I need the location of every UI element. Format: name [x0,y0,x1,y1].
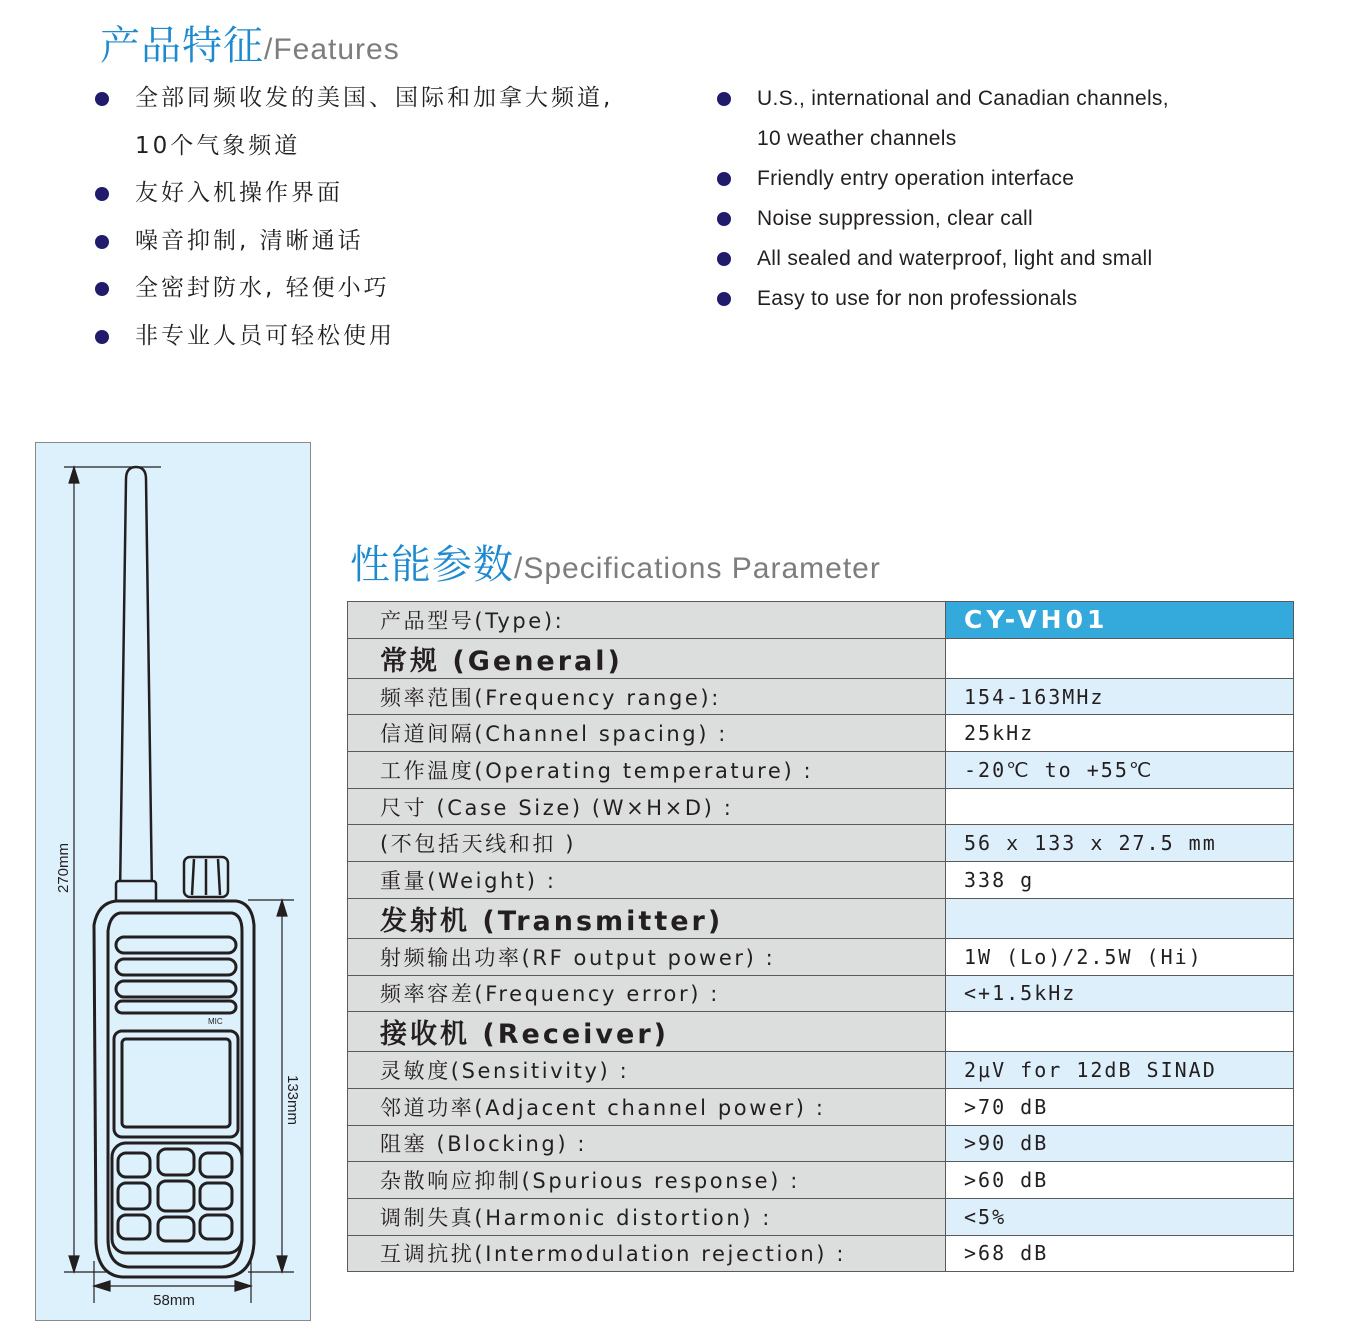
bullet-icon [717,92,731,106]
bullet-icon [95,330,109,344]
feature-en-item: All sealed and waterproof, light and small [717,239,1169,279]
feature-en-item: Noise suppression, clear call [717,199,1169,239]
display-screen [114,1031,238,1137]
specs-title-cn: 性能参数 [350,542,514,588]
feature-en-item: Easy to use for non professionals [717,279,1169,319]
table-row [348,1235,1294,1272]
spec-label: 频率范围(Frequency range): [348,678,946,715]
width-dimension-label: 58mm [153,1292,195,1309]
spec-label: 重量(Weight) : [348,862,946,899]
table-row [348,1198,1294,1235]
table-row [348,898,1294,938]
bullet-icon [717,252,731,266]
feature-en-item: U.S., international and Canadian channels, [717,79,1169,119]
specs-title-sep: / [514,552,524,585]
height-dimension-label: 270mm [55,842,72,894]
keypad [112,1143,242,1253]
spec-group-label: 接收机 (Receiver) [348,1012,946,1052]
spec-value: >68 dB [946,1235,1294,1272]
feature-cn-item: 噪音抑制, 清晰通话 [95,218,613,266]
table-row [348,602,1294,639]
feature-en-item: Friendly entry operation interface [717,159,1169,199]
spec-value: 154-163MHz [946,678,1294,715]
spec-value [946,1012,1294,1052]
bullet-icon [95,235,109,249]
features-title-en: Features [273,33,400,66]
spec-label: 射频输出功率(RF output power) : [348,938,946,975]
table-row [348,678,1294,715]
features-list-en [717,79,1169,319]
speaker-grill [116,937,236,1013]
table-row [348,825,1294,862]
feature-en-item-continuation: 10 weather channels [757,127,957,150]
feature-cn-item: 全密封防水, 轻便小巧 [95,265,613,313]
body-height-dimension-label: 133mm [284,1074,301,1126]
spec-value: -20℃ to +55℃ [946,752,1294,789]
spec-label: 工作温度(Operating temperature) : [348,752,946,789]
spec-value [946,788,1294,825]
table-row [348,862,1294,899]
features-list-cn [95,75,613,360]
radio-device-drawing [36,443,312,1322]
bullet-icon [717,292,731,306]
specs-title [350,533,881,590]
spec-value: >70 dB [946,1088,1294,1125]
table-row [348,638,1294,678]
spec-label: 灵敏度(Sensitivity) : [348,1052,946,1089]
bullet-icon [95,187,109,201]
specs-title-en: Specifications Parameter [523,552,881,585]
volume-knob [184,857,228,897]
table-row [348,975,1294,1012]
mic-label: MIC [208,1017,223,1026]
table-row [348,1012,1294,1052]
feature-cn-item: 非专业人员可轻松使用 [95,313,613,361]
antenna [116,467,156,903]
table-row [348,715,1294,752]
spec-value: <5% [946,1198,1294,1235]
spec-label: 杂散响应抑制(Spurious response) : [348,1162,946,1199]
spec-group-label: 发射机 (Transmitter) [348,898,946,938]
bullet-icon [717,212,731,226]
bullet-icon [95,282,109,296]
bullet-icon [95,92,109,106]
spec-label: 邻道功率(Adjacent channel power) : [348,1088,946,1125]
spec-label: 尺寸 (Case Size) (W×H×D) : [348,788,946,825]
spec-label: 产品型号(Type): [348,602,946,639]
spec-label: 信道间隔(Channel spacing) : [348,715,946,752]
spec-value: >60 dB [946,1162,1294,1199]
spec-value [946,898,1294,938]
spec-value [946,638,1294,678]
table-row [348,1052,1294,1089]
spec-group-label: 常规 (General) [348,638,946,678]
table-row [348,1088,1294,1125]
table-row [348,752,1294,789]
spec-value: 56 x 133 x 27.5 mm [946,825,1294,862]
spec-value: 1W (Lo)/2.5W (Hi) [946,938,1294,975]
device-dimension-figure [35,442,311,1321]
spec-label: 阻塞 (Blocking) : [348,1125,946,1162]
spec-label: 频率容差(Frequency error) : [348,975,946,1012]
feature-cn-item-continuation: 10个气象频道 [135,132,301,159]
features-title-sep: / [264,33,274,66]
spec-value: 25kHz [946,715,1294,752]
bullet-icon [717,172,731,186]
spec-label: 互调抗扰(Intermodulation rejection) : [348,1235,946,1272]
spec-value: 338 g [946,862,1294,899]
spec-label: (不包括天线和扣 ) [348,825,946,862]
spec-value: <+1.5kHz [946,975,1294,1012]
spec-label: 调制失真(Harmonic distortion) : [348,1198,946,1235]
table-row [348,1125,1294,1162]
table-row [348,938,1294,975]
spec-value: CY-VH01 [946,602,1294,639]
table-row [348,1162,1294,1199]
features-title [100,14,400,71]
features-title-cn: 产品特征 [100,23,264,69]
spec-value: >90 dB [946,1125,1294,1162]
table-row [348,788,1294,825]
specs-table [347,601,1294,1272]
feature-cn-item: 全部同频收发的美国、国际和加拿大频道, [95,75,613,123]
spec-value: 2μV for 12dB SINAD [946,1052,1294,1089]
feature-cn-item: 友好入机操作界面 [95,170,613,218]
